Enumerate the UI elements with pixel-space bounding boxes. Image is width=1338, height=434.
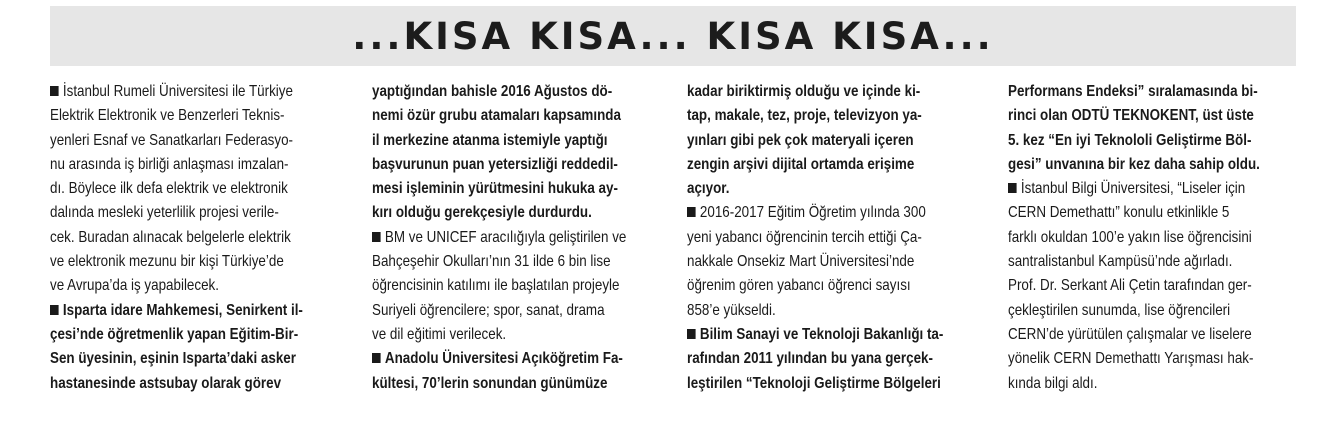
article-column-4 bbox=[1008, 80, 1292, 396]
line-text: yeni yabancı öğrencinin tercih ettiği Ça- bbox=[687, 228, 922, 246]
news-item-start-line bbox=[687, 201, 971, 225]
text-line bbox=[372, 80, 656, 104]
line-text: açıyor. bbox=[687, 180, 730, 198]
text-line bbox=[1008, 226, 1292, 250]
text-line bbox=[1008, 299, 1292, 323]
line-text: Isparta idare Mahkemesi, Senirkent il- bbox=[62, 301, 303, 319]
news-item-start-line bbox=[372, 347, 656, 371]
article-column-3 bbox=[687, 80, 971, 396]
line-text: ve elektronik mezunu bir kişi Türkiye’de bbox=[50, 253, 284, 271]
line-text: cek. Buradan alınacak belgelerle elektrik bbox=[50, 228, 291, 246]
text-line bbox=[1008, 129, 1292, 153]
text-line bbox=[50, 323, 334, 347]
text-line bbox=[50, 226, 334, 250]
text-line bbox=[372, 129, 656, 153]
bullet-square-icon bbox=[372, 353, 381, 363]
line-text: nakkale Onsekiz Mart Üniversitesi’nde bbox=[687, 253, 915, 271]
line-text: nemi özür grubu atamaları kapsamında bbox=[372, 107, 621, 125]
text-line bbox=[372, 323, 656, 347]
line-text: kında bilgi aldı. bbox=[1008, 374, 1098, 392]
line-text: Elektrik Elektronik ve Benzerleri Teknis- bbox=[50, 107, 285, 125]
text-line bbox=[50, 250, 334, 274]
line-text: kırı olduğu gerekçesiyle durdurdu. bbox=[372, 204, 592, 222]
article-column-1 bbox=[50, 80, 334, 396]
news-item-start-line bbox=[50, 299, 334, 323]
line-text: CERN’de yürütülen çalışmalar ve liselere bbox=[1008, 325, 1252, 343]
text-line bbox=[50, 201, 334, 225]
text-line bbox=[687, 129, 971, 153]
line-text: yınları gibi pek çok materyali içeren bbox=[687, 131, 914, 149]
text-line bbox=[50, 274, 334, 298]
line-text: 858’e yükseldi. bbox=[687, 301, 776, 319]
text-line bbox=[687, 274, 971, 298]
text-line bbox=[372, 372, 656, 396]
line-text: 5. kez “En iyi Teknololi Geliştirme Böl- bbox=[1008, 131, 1252, 149]
bullet-square-icon bbox=[50, 86, 59, 96]
line-text: Prof. Dr. Serkant Ali Çetin tarafından ger- bbox=[1008, 277, 1252, 295]
text-line bbox=[1008, 153, 1292, 177]
line-text: İstanbul Rumeli Üniversitesi ile Türkiye bbox=[62, 83, 293, 100]
text-line bbox=[50, 177, 334, 201]
text-line bbox=[1008, 80, 1292, 104]
line-text: Performans Endeksi” sıralamasında bi- bbox=[1008, 83, 1258, 100]
text-line bbox=[50, 129, 334, 153]
text-line bbox=[1008, 250, 1292, 274]
text-line bbox=[1008, 347, 1292, 371]
text-line bbox=[687, 250, 971, 274]
line-text: nu arasında iş birliği anlaşması imzalan- bbox=[50, 155, 289, 173]
line-text: İstanbul Bilgi Üniversitesi, “Liseler için bbox=[1020, 180, 1246, 198]
line-text: yönelik CERN Demethattı Yarışması hak- bbox=[1008, 350, 1254, 368]
text-line bbox=[687, 372, 971, 396]
line-text: leştirilen “Teknoloji Geliştirme Bölgeleri bbox=[687, 374, 941, 392]
line-text: mesi işleminin yürütmesini hukuka ay- bbox=[372, 180, 618, 198]
line-text: CERN Demethattı” konulu etkinlikle 5 bbox=[1008, 204, 1230, 222]
text-line bbox=[687, 347, 971, 371]
line-text: il merkezine atanma istemiyle yaptığı bbox=[372, 131, 608, 149]
line-text: tap, makale, tez, proje, televizyon ya- bbox=[687, 107, 922, 125]
news-item-start-line bbox=[372, 226, 656, 250]
line-text: öğrenim gören yabancı öğrenci sayısı bbox=[687, 277, 911, 295]
text-line bbox=[372, 274, 656, 298]
line-text: rinci olan ODTÜ TEKNOKENT, üst üste bbox=[1008, 107, 1254, 125]
line-text: Bilim Sanayi ve Teknoloji Bakanlığı ta- bbox=[699, 325, 944, 343]
line-text: öğrencisinin katılımı ile başlatılan projeyle bbox=[372, 277, 620, 295]
text-line bbox=[687, 153, 971, 177]
line-text: ve dil eğitimi verilecek. bbox=[372, 325, 507, 343]
news-item-start-line bbox=[687, 323, 971, 347]
article-column-2 bbox=[372, 80, 656, 396]
bullet-square-icon bbox=[50, 305, 59, 315]
text-line bbox=[372, 201, 656, 225]
bullet-square-icon bbox=[1008, 183, 1017, 193]
line-text: Anadolu Üniversitesi Açıköğretim Fa- bbox=[384, 350, 623, 368]
text-line bbox=[372, 299, 656, 323]
line-text: dı. Böylece ilk defa elektrik ve elektronik bbox=[50, 180, 288, 198]
line-text: hastanesinde astsubay olarak görev bbox=[50, 374, 282, 392]
text-line bbox=[50, 372, 334, 396]
line-text: 2016-2017 Eğitim Öğretim yılında 300 bbox=[699, 204, 926, 222]
text-line bbox=[687, 226, 971, 250]
text-line bbox=[687, 80, 971, 104]
line-text: gesi” unvanına bir kez daha sahip oldu. bbox=[1008, 155, 1260, 173]
line-text: çekleştirilen sunumda, lise öğrencileri bbox=[1008, 301, 1231, 319]
text-line bbox=[687, 177, 971, 201]
line-text: yenleri Esnaf ve Sanatkarları Federasyo- bbox=[50, 131, 294, 149]
news-item-start-line bbox=[50, 80, 334, 104]
text-line bbox=[372, 153, 656, 177]
text-line bbox=[50, 104, 334, 128]
line-text: santralistanbul Kampüsü’nde ağırladı. bbox=[1008, 253, 1233, 271]
section-banner bbox=[50, 6, 1296, 66]
text-line bbox=[372, 250, 656, 274]
line-text: zengin arşivi dijital ortamda erişime bbox=[687, 155, 915, 173]
text-line bbox=[687, 299, 971, 323]
line-text: kültesi, 70’lerin sonundan günümüze bbox=[372, 374, 608, 392]
line-text: dalında mesleki yeterlilik projesi verile- bbox=[50, 204, 279, 222]
line-text: Bahçeşehir Okulları’nın 31 ilde 6 bin lise bbox=[372, 253, 611, 271]
line-text: ve Avrupa’da iş yapabilecek. bbox=[50, 277, 219, 295]
text-line bbox=[50, 153, 334, 177]
news-item-start-line bbox=[1008, 177, 1292, 201]
line-text: farklı okuldan 100’e yakın lise öğrencisini bbox=[1008, 228, 1252, 246]
line-text: BM ve UNICEF aracılığıyla geliştirilen ve bbox=[384, 228, 627, 246]
text-line bbox=[372, 104, 656, 128]
line-text: başvurunun puan yetersizliği reddedil- bbox=[372, 155, 618, 173]
bullet-square-icon bbox=[372, 232, 381, 242]
line-text: Suriyeli öğrencilere; spor, sanat, drama bbox=[372, 301, 605, 319]
text-line bbox=[687, 104, 971, 128]
line-text: yaptığından bahisle 2016 Ağustos dö- bbox=[372, 83, 613, 100]
bullet-square-icon bbox=[687, 207, 696, 217]
section-title: ...KISA KISA... KISA KISA... bbox=[352, 15, 994, 58]
bullet-square-icon bbox=[687, 329, 696, 339]
text-line bbox=[1008, 274, 1292, 298]
text-line bbox=[50, 347, 334, 371]
text-line bbox=[1008, 201, 1292, 225]
text-line bbox=[1008, 104, 1292, 128]
text-line bbox=[1008, 372, 1292, 396]
text-line bbox=[1008, 323, 1292, 347]
line-text: kadar biriktirmiş olduğu ve içinde ki- bbox=[687, 83, 921, 100]
line-text: çesi’nde öğretmenlik yapan Eğitim-Bir- bbox=[50, 325, 299, 343]
text-line bbox=[372, 177, 656, 201]
line-text: Sen üyesinin, eşinin Isparta’daki asker bbox=[50, 350, 296, 368]
line-text: rafından 2011 yılından bu yana gerçek- bbox=[687, 350, 933, 368]
